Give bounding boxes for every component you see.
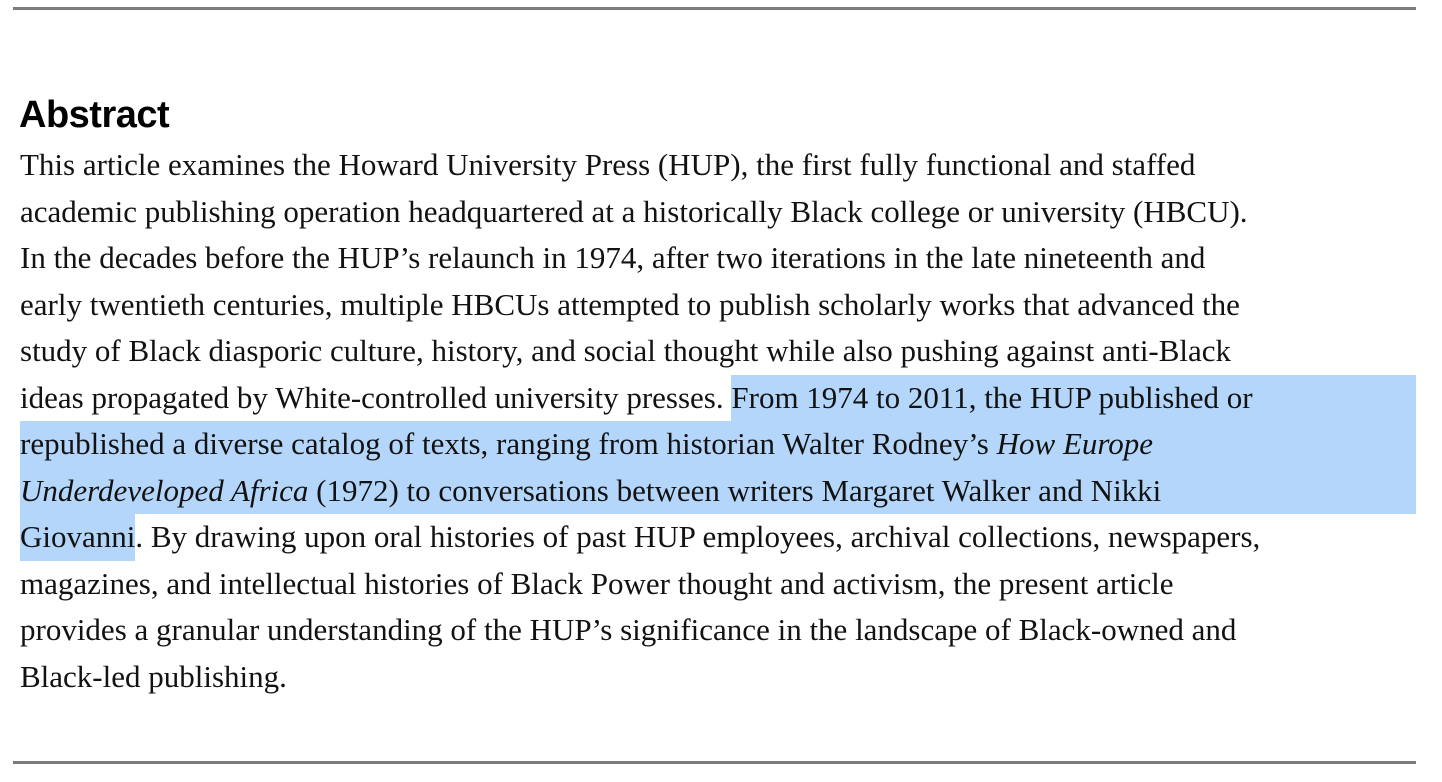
text-line xyxy=(20,514,1416,561)
text-line xyxy=(20,235,1416,282)
text-line xyxy=(20,375,1416,422)
text-segment: Black-led publishing. xyxy=(20,658,287,694)
highlighted-text: Underdeveloped Africa xyxy=(20,468,308,515)
text-segment: provides a granular understanding of the HUP’s significance in the landscape of Black-owned and xyxy=(20,612,1237,647)
text-segment: In the decades before the HUP’s relaunch in 1974, after two iterations in the late nineteenth and xyxy=(20,240,1206,275)
text-line xyxy=(20,328,1416,375)
text-segment: . By drawing upon oral histories of past HUP employees, archival collections, newspapers, xyxy=(135,519,1261,554)
text-line xyxy=(20,142,1416,189)
text-line xyxy=(20,468,1416,515)
text-segment: This article examines the Howard University Press (HUP), the first fully functional and staffed xyxy=(20,147,1196,182)
highlighted-text: From 1974 to 2011, the HUP published or xyxy=(731,375,1252,422)
selection-fill xyxy=(1161,468,1416,515)
text-line xyxy=(20,561,1416,608)
text-line xyxy=(20,421,1416,468)
text-line xyxy=(20,189,1416,236)
text-segment: magazines, and intellectual histories of Black Power thought and activism, the present article xyxy=(20,565,1174,601)
abstract-heading: Abstract xyxy=(19,93,170,136)
selection-fill xyxy=(1153,421,1416,468)
highlighted-text: How Europe xyxy=(997,421,1153,468)
text-segment: early twentieth centuries, multiple HBCUs attempted to publish scholarly works that advanced the xyxy=(20,286,1240,322)
text-line xyxy=(20,654,1416,701)
text-segment: ideas propagated by White-controlled university presses. xyxy=(20,379,732,415)
highlighted-text: Giovanni xyxy=(20,514,135,561)
text-line xyxy=(20,282,1416,329)
text-segment: study of Black diasporic culture, history, and social thought while also pushing against anti-Black xyxy=(20,333,1232,368)
highlighted-text: (1972) to conversations between writers Margaret Walker and Nikki xyxy=(308,468,1161,515)
bottom-divider xyxy=(13,761,1416,764)
top-divider xyxy=(13,7,1416,10)
highlighted-text: republished a diverse catalog of texts, ranging from historian Walter Rodney’s xyxy=(20,421,997,468)
abstract-paragraph xyxy=(20,142,1416,700)
selection-fill xyxy=(1253,375,1416,422)
text-line xyxy=(20,607,1416,654)
text-segment: academic publishing operation headquartered at a historically Black college or university (HBCU). xyxy=(20,193,1248,229)
